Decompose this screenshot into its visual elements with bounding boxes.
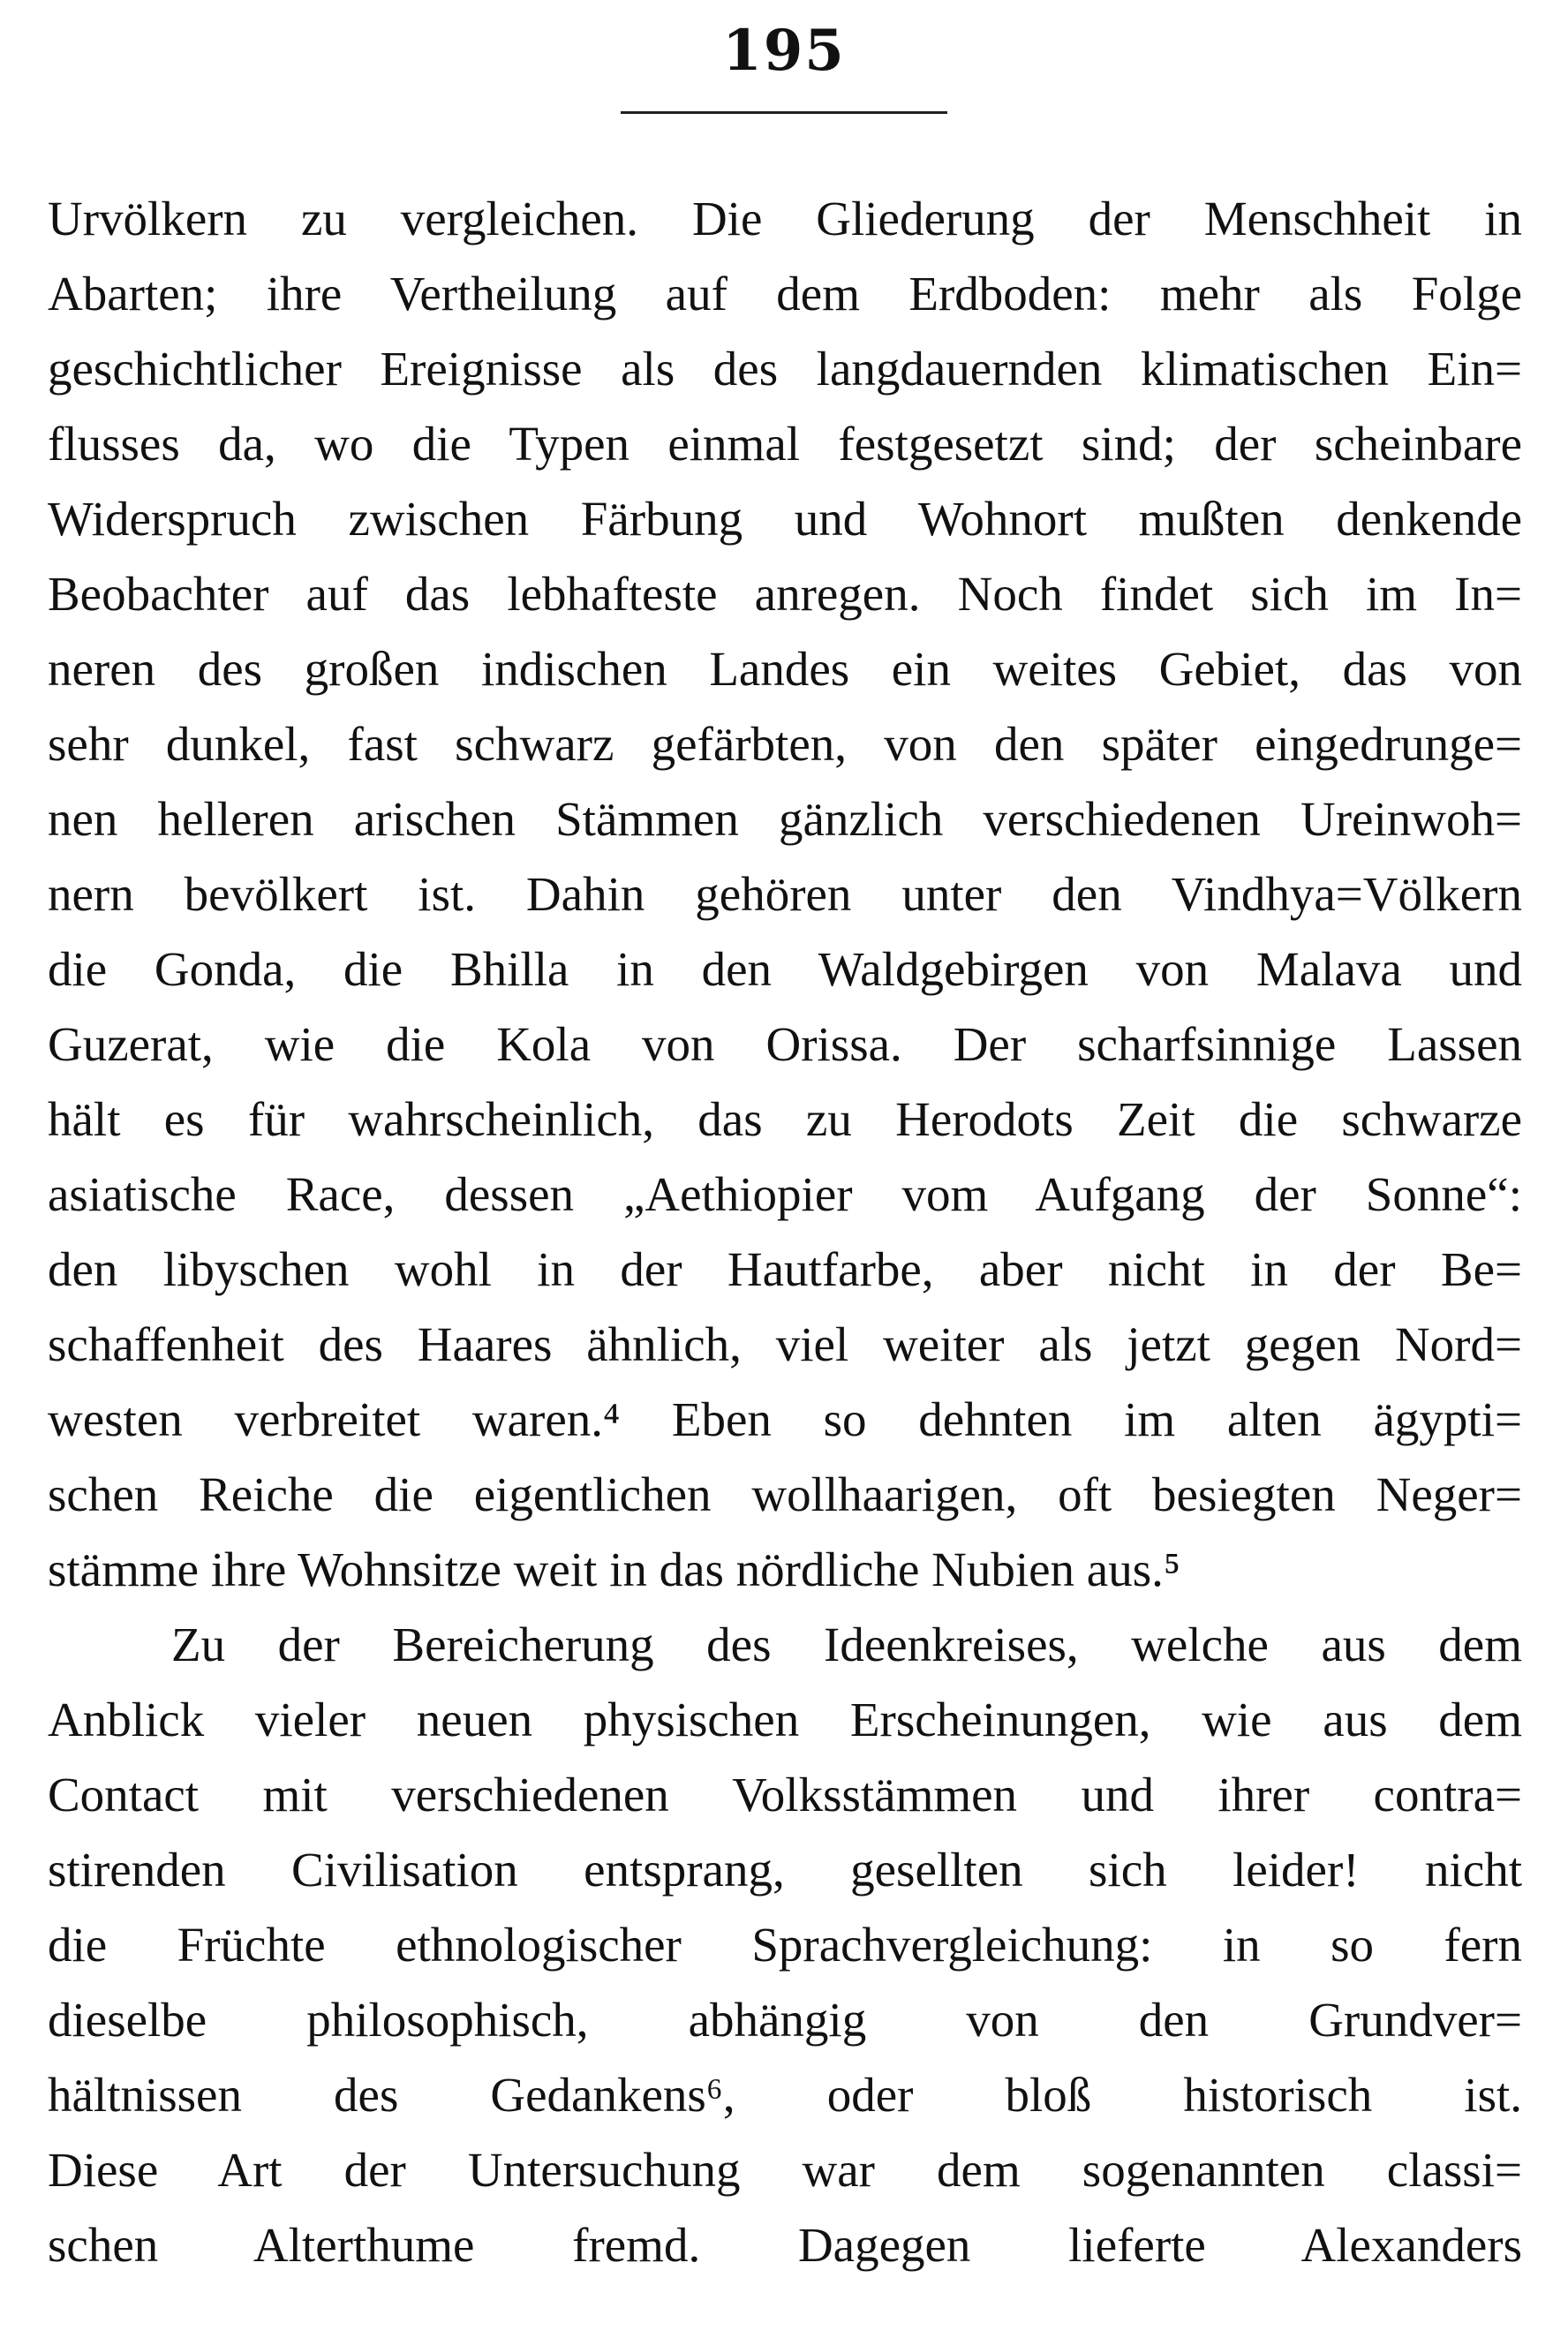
text-line: stämme ihre Wohnsitze weit in das nördliche Nubien aus.⁵ xyxy=(48,1542,1181,1596)
text-line: Diese Art der Untersuchung war dem sogenannten classi= xyxy=(48,2143,1522,2197)
text-line: flusses da, wo die Typen einmal festgesetzt sind; der scheinbare xyxy=(48,417,1522,471)
body-text xyxy=(48,181,1522,2282)
text-line: sehr dunkel, fast schwarz gefärbten, von den später eingedrunge= xyxy=(48,717,1522,771)
text-line: dieselbe philosophisch, abhängig von den Grundver= xyxy=(48,1993,1522,2047)
header-rule xyxy=(621,111,947,114)
text-line: schaffenheit des Haares ähnlich, viel weiter als jetzt gegen Nord= xyxy=(48,1317,1522,1371)
text-line: Anblick vieler neuen physischen Erscheinungen, wie aus dem xyxy=(48,1693,1522,1746)
text-line: westen verbreitet waren.⁴ Eben so dehnten im alten ägypti= xyxy=(48,1392,1522,1446)
text-line: Contact mit verschiedenen Volksstämmen und ihrer contra= xyxy=(48,1768,1522,1821)
text-line: hältnissen des Gedankens⁶, oder bloß historisch ist. xyxy=(48,2068,1522,2122)
text-line: geschichtlicher Ereignisse als des langdauernden klimatischen Ein= xyxy=(48,342,1522,396)
text-line: nen helleren arischen Stämmen gänzlich verschiedenen Ureinwoh= xyxy=(48,792,1522,846)
text-line: Beobachter auf das lebhafteste anregen. Noch findet sich im In= xyxy=(48,567,1522,621)
text-line: den libyschen wohl in der Hautfarbe, aber nicht in der Be= xyxy=(48,1242,1522,1296)
text-line: Abarten; ihre Vertheilung auf dem Erdboden: mehr als Folge xyxy=(48,267,1522,321)
paragraph-1 xyxy=(48,181,1522,1607)
text-line: schen Alterthume fremd. Dagegen lieferte Alexanders xyxy=(48,2218,1522,2272)
text-line: neren des großen indischen Landes ein weites Gebiet, das von xyxy=(48,642,1522,696)
text-line: hält es für wahrscheinlich, das zu Herodots Zeit die schwarze xyxy=(48,1092,1522,1146)
text-line: asiatische Race, dessen „Aethiopier vom Aufgang der Sonne“: xyxy=(48,1167,1522,1221)
text-line: Zu der Bereicherung des Ideenkreises, welche aus dem xyxy=(171,1618,1522,1671)
page-number: 195 xyxy=(722,18,846,84)
text-line: die Gonda, die Bhilla in den Waldgebirgen von Malava und xyxy=(48,942,1522,996)
text-line: die Früchte ethnologischer Sprachvergleichung: in so fern xyxy=(48,1918,1522,1972)
text-line: Urvölkern zu vergleichen. Die Gliederung der Menschheit in xyxy=(48,192,1522,245)
text-line: Widerspruch zwischen Färbung und Wohnort mußten denkende xyxy=(48,492,1522,546)
paragraph-2 xyxy=(48,1607,1522,2282)
text-line: stirenden Civilisation entsprang, gesellten sich leider! nicht xyxy=(48,1843,1522,1897)
text-line: nern bevölkert ist. Dahin gehören unter den Vindhya=Völkern xyxy=(48,867,1522,921)
text-line: schen Reiche die eigentlichen wollhaarigen, oft besiegten Neger= xyxy=(48,1467,1522,1521)
text-line: Guzerat, wie die Kola von Orissa. Der scharfsinnige Lassen xyxy=(48,1017,1522,1071)
